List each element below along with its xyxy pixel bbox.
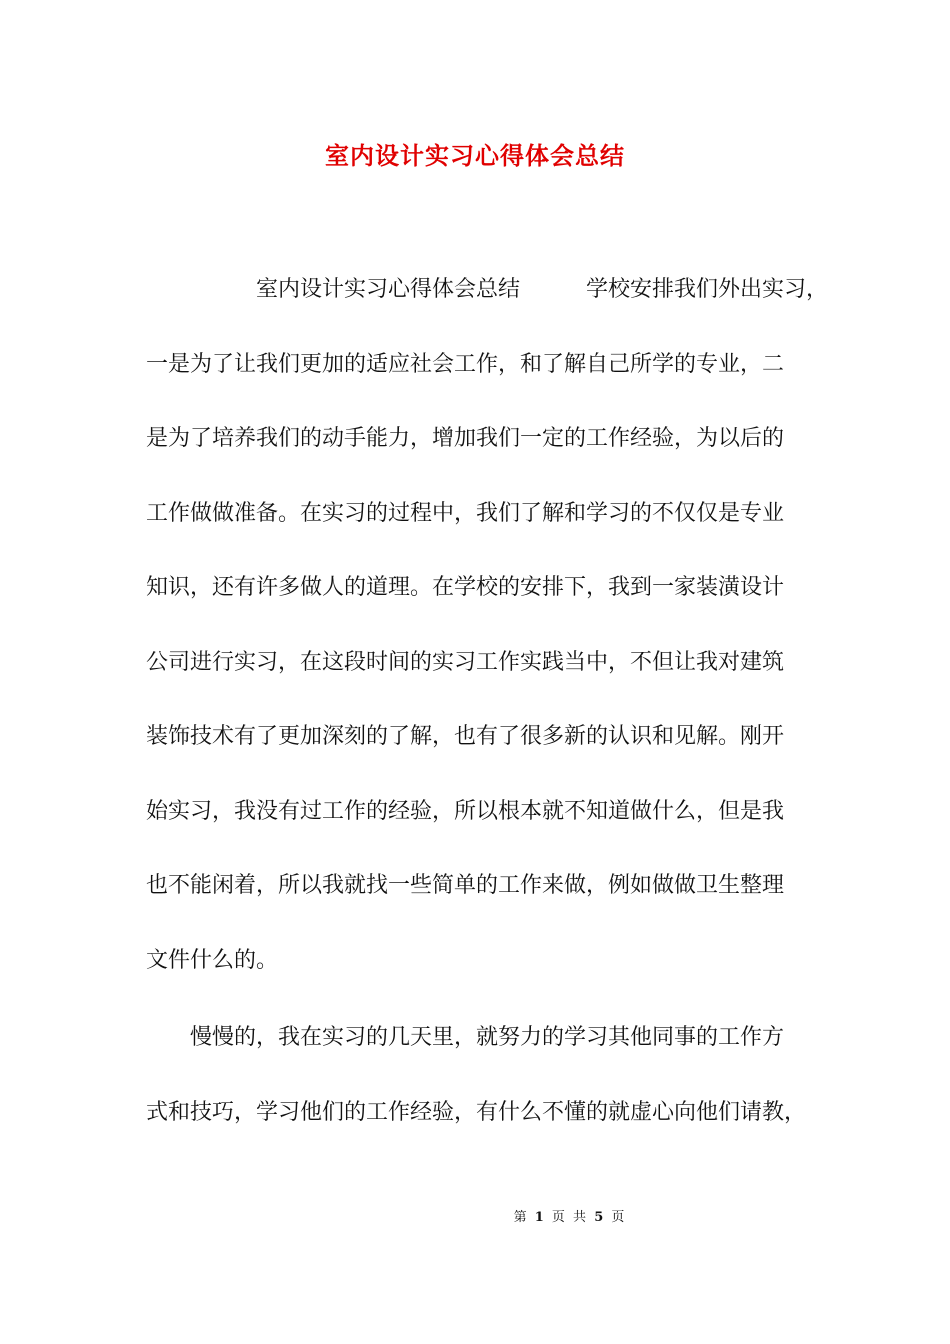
document-title: 室内设计实习心得体会总结 bbox=[325, 141, 625, 170]
text-line: 工作做做准备。在实习的过程中，我们了解和学习的不仅仅是专业 bbox=[146, 500, 785, 526]
text-line: 室内设计实习心得体会总结 学校安排我们外出实习， bbox=[146, 277, 829, 302]
page-footer bbox=[0, 1206, 950, 1225]
text-line: 式和技巧，学习他们的工作经验，有什么不懂的就虚心向他们请教， bbox=[146, 1099, 807, 1125]
paragraph-2 bbox=[146, 1001, 810, 1150]
text-line: 文件什么的。 bbox=[146, 947, 279, 973]
footer-suffix: 页 bbox=[611, 1210, 627, 1225]
text-line: 公司进行实习，在这段时间的实习工作实践当中，不但让我对建筑 bbox=[146, 649, 785, 675]
text-line: 是为了培养我们的动手能力，增加我们一定的工作经验，为以后的 bbox=[146, 426, 785, 451]
text-line: 也不能闲着，所以我就找一些简单的工作来做，例如做做卫生整理 bbox=[146, 873, 785, 898]
footer-prefix: 第 bbox=[513, 1210, 529, 1225]
text-line: 知识，还有许多做人的道理。在学校的安排下，我到一家装潢设计 bbox=[146, 575, 785, 600]
footer-total-pages: 5 bbox=[594, 1210, 606, 1225]
text-line: 装饰技术有了更加深刻的了解，也有了很多新的认识和见解。刚开 bbox=[146, 724, 785, 749]
footer-page-number: 1 bbox=[534, 1210, 546, 1225]
footer-middle: 页 共 bbox=[551, 1210, 589, 1225]
text-line: 始实习，我没有过工作的经验，所以根本就不知道做什么，但是我 bbox=[146, 798, 785, 824]
paragraph-1 bbox=[146, 253, 829, 998]
text-line: 一是为了让我们更加的适应社会工作，和了解自己所学的专业，二 bbox=[146, 351, 785, 377]
text-line: 慢慢的，我在实习的几天里，就努力的学习其他同事的工作方 bbox=[146, 1025, 785, 1050]
